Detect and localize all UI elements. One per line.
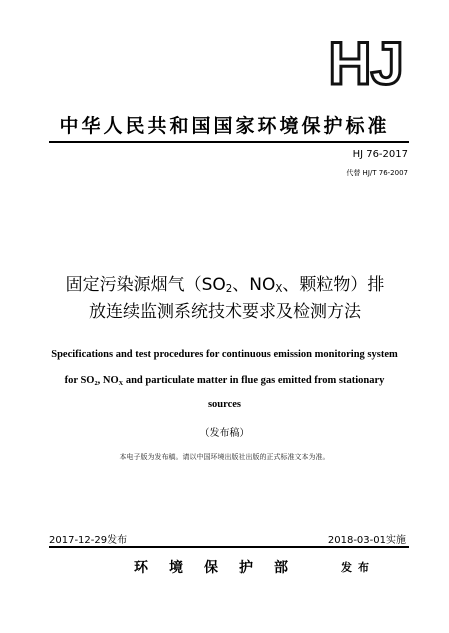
cn-title-part: 、NO bbox=[232, 275, 276, 295]
top-divider bbox=[49, 141, 409, 143]
cn-title-part: 固定污染源烟气（SO bbox=[65, 275, 226, 295]
publish-label: 发布 bbox=[341, 561, 375, 574]
hj-logo: HJ bbox=[328, 30, 403, 97]
english-title-line-3: sources bbox=[207, 399, 242, 410]
en-title-part: and particulate matter in flue gas emitted from stationary bbox=[123, 375, 385, 386]
cn-title-subscript: 2 bbox=[225, 284, 233, 295]
en-title-part: , NO bbox=[97, 375, 119, 386]
en-title-subscript: 2 bbox=[94, 380, 98, 387]
english-title-line-2 bbox=[0, 375, 449, 387]
english-title-line-1: Specifications and test procedures for continuous emission monitoring system bbox=[51, 349, 398, 360]
cn-title-line2: 放连续监测系统技术要求及检测方法 bbox=[89, 302, 361, 322]
bottom-divider bbox=[49, 546, 409, 548]
standard-number: HJ 76-2017 bbox=[352, 149, 408, 160]
replaces-standard: 代替 HJ/T 76-2007 bbox=[346, 169, 408, 177]
draft-note: （发布稿） bbox=[199, 428, 250, 439]
issue-date: 2017-12-29发布 bbox=[49, 535, 128, 546]
en-title-subscript: X bbox=[118, 380, 124, 387]
implementation-date: 2018-03-01实施 bbox=[327, 535, 406, 546]
chinese-title bbox=[40, 274, 410, 323]
cn-title-part: 、颗粒物）排 bbox=[282, 275, 385, 295]
en-title-part: for SO bbox=[64, 375, 95, 386]
issuing-ministry: 环境保护部 bbox=[134, 560, 309, 576]
cn-title-subscript: X bbox=[275, 284, 283, 295]
standard-category-title: 中华人民共和国国家环境保护标准 bbox=[59, 115, 390, 137]
electronic-version-notice: 本电子版为发布稿。请以中国环境出版社出版的正式标准文本为准。 bbox=[119, 453, 330, 461]
